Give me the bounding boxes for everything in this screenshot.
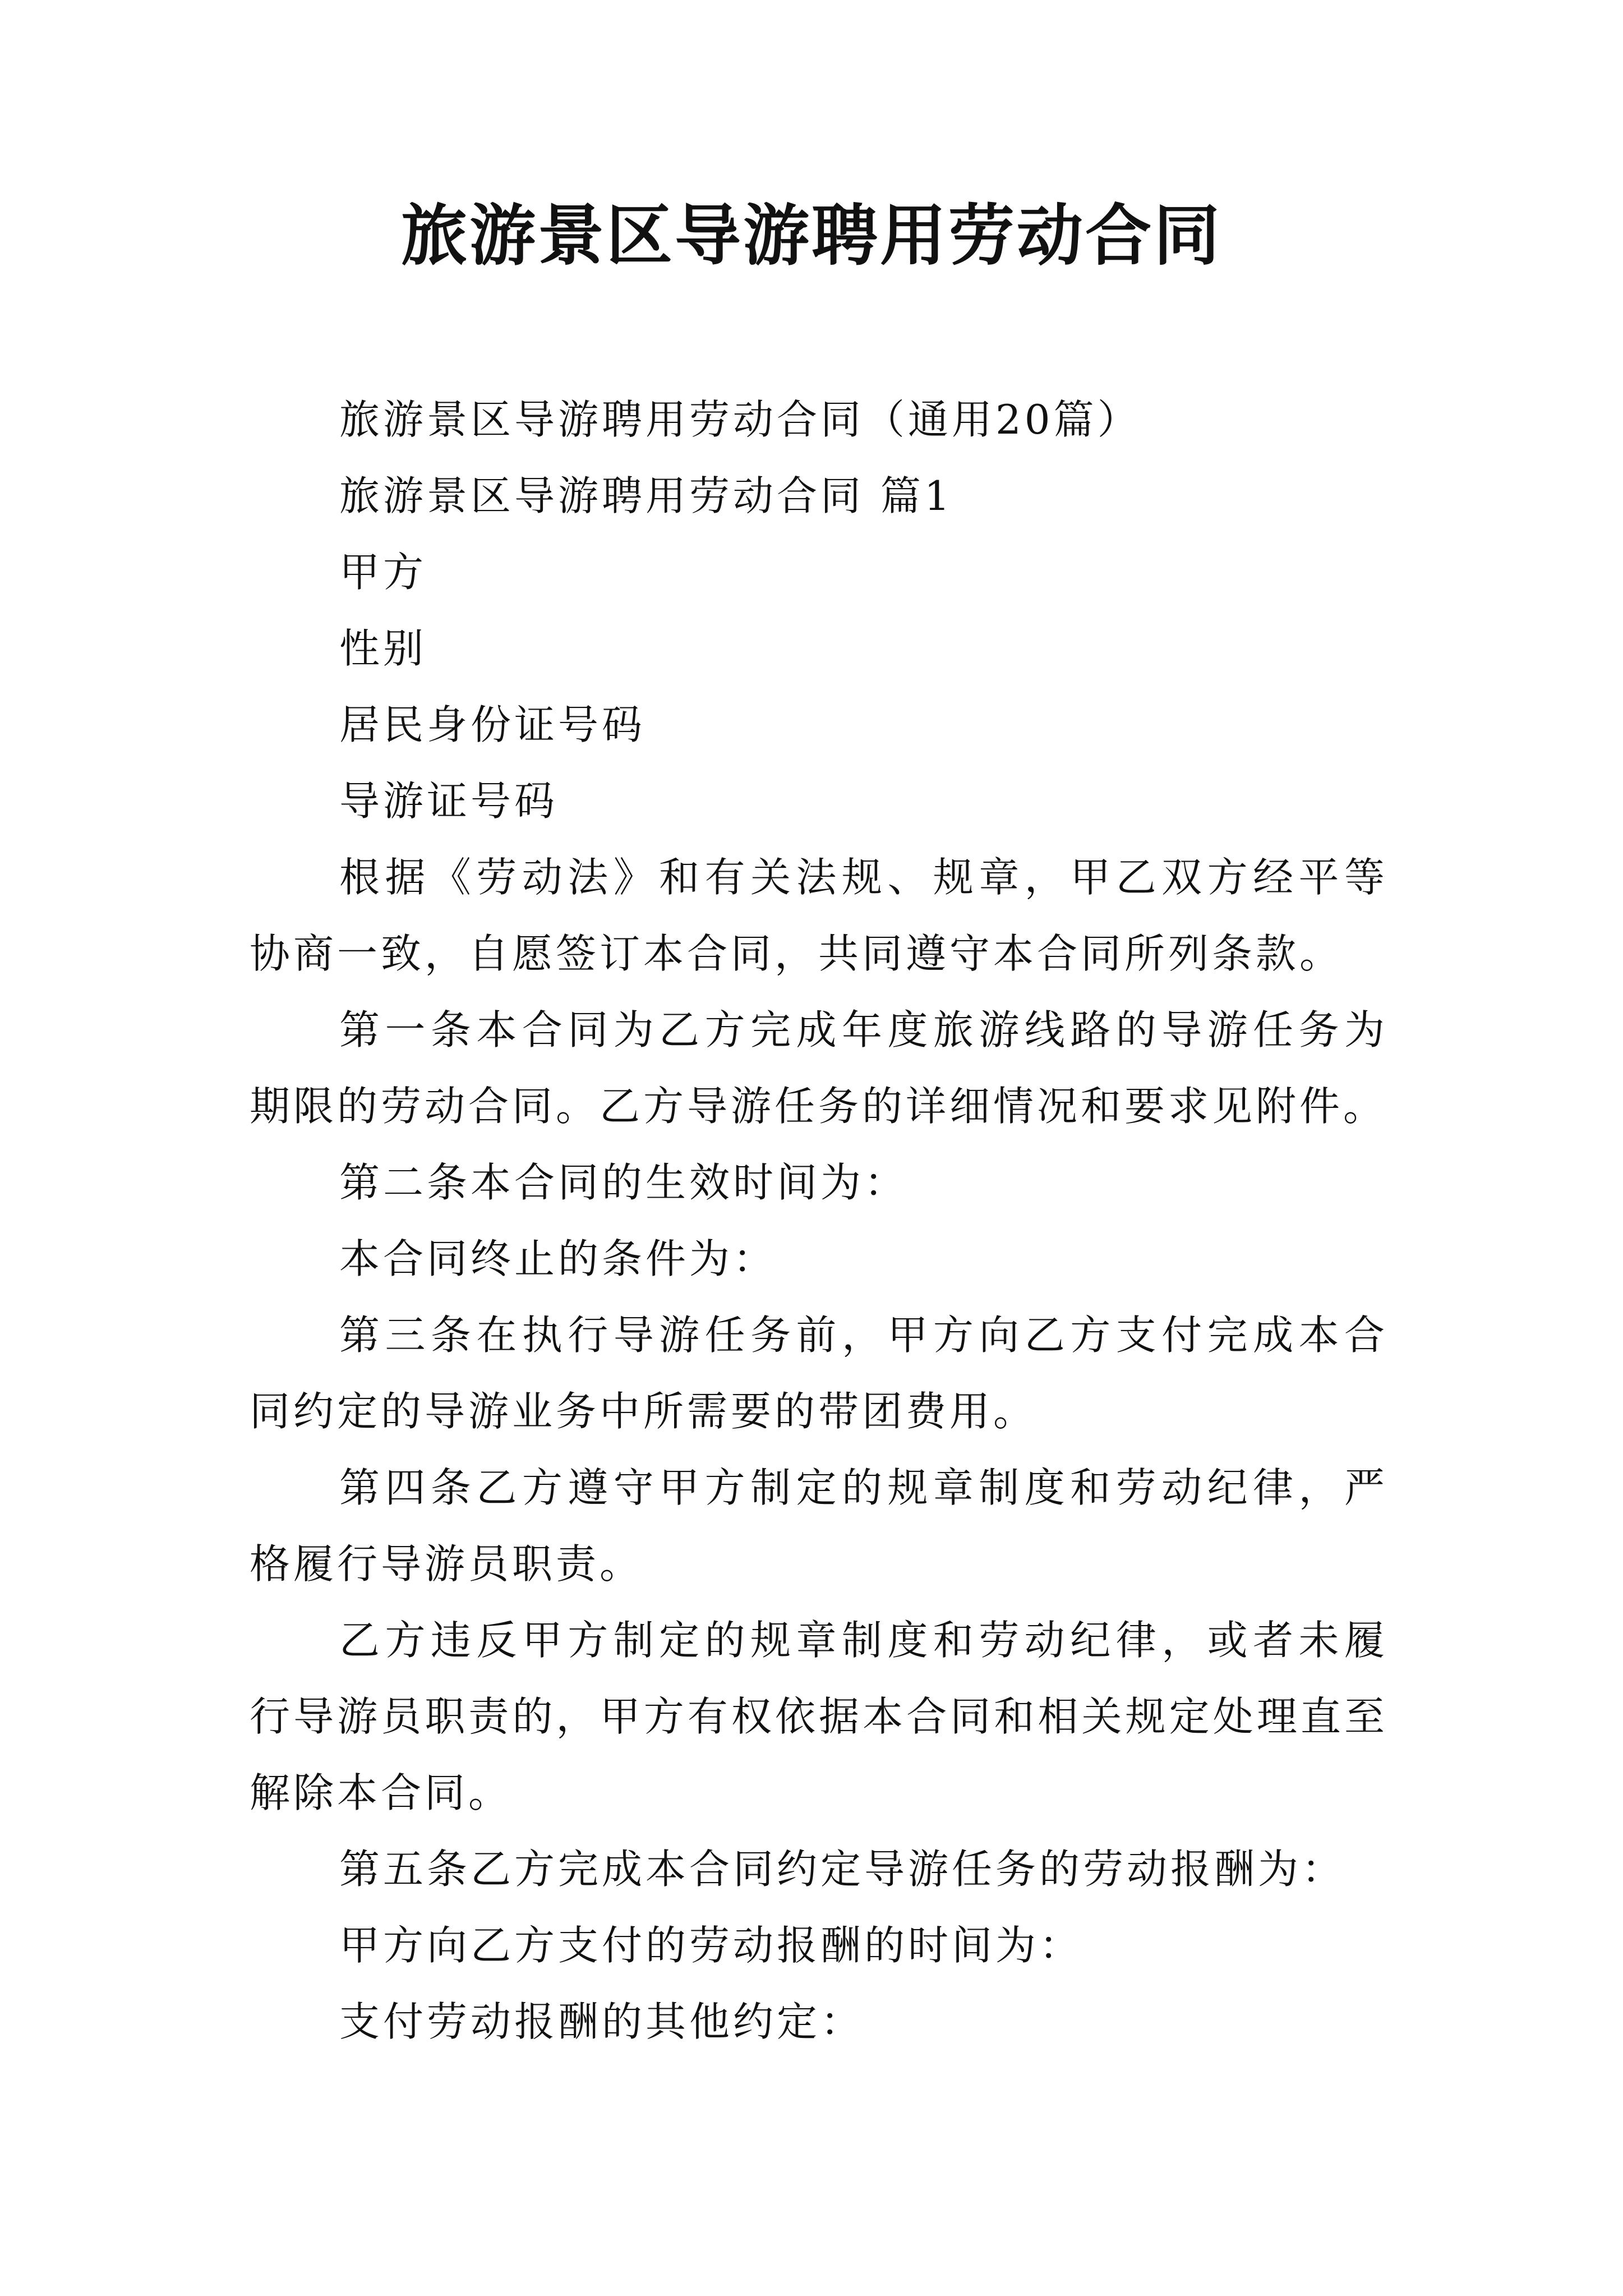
paragraph-violation: 乙方违反甲方制定的规章制度和劳动纪律，或者未履行导游员职责的，甲方有权依据本合同和相关规定处理直至解除本合同。 <box>250 1617 1388 1816</box>
document-title: 旅游景区导游聘用劳动合同 <box>400 196 1222 274</box>
paragraph-article-4: 第四条乙方遵守甲方制定的规章制度和劳动纪律，严格履行导游员职责。 <box>250 1464 1388 1588</box>
paragraph-article-2: 第二条本合同的生效时间为： <box>339 1159 909 1206</box>
paragraph-payment-time: 甲方向乙方支付的劳动报酬的时间为： <box>339 1922 1083 1969</box>
paragraph-article-3: 第三条在执行导游任务前，甲方向乙方支付完成本合同约定的导游业务中所需要的带团费用。 <box>250 1312 1388 1435</box>
paragraph-gender: 性别 <box>339 625 427 672</box>
paragraph-article-5: 第五条乙方完成本合同约定导游任务的劳动报酬为： <box>339 1846 1346 1893</box>
paragraph-payment-other: 支付劳动报酬的其他约定： <box>339 1998 865 2045</box>
document-body <box>250 381 1388 2060</box>
paragraph-party-a: 甲方 <box>339 549 427 596</box>
paragraph-id-number: 居民身份证号码 <box>339 701 646 748</box>
paragraph-termination: 本合同终止的条件为： <box>339 1235 777 1282</box>
paragraph-guide-license: 导游证号码 <box>339 777 559 825</box>
paragraph-subtitle: 旅游景区导游聘用劳动合同（通用20篇） <box>339 396 1141 443</box>
paragraph-article-1: 第一条本合同为乙方完成年度旅游线路的导游任务为期限的劳动合同。乙方导游任务的详细情况和要求见附件。 <box>250 1006 1388 1130</box>
paragraph-section-heading: 旅游景区导游聘用劳动合同 篇1 <box>339 472 953 519</box>
paragraph-preamble: 根据《劳动法》和有关法规、规章，甲乙双方经平等协商一致，自愿签订本合同，共同遵守本合同所列条款。 <box>250 854 1388 977</box>
